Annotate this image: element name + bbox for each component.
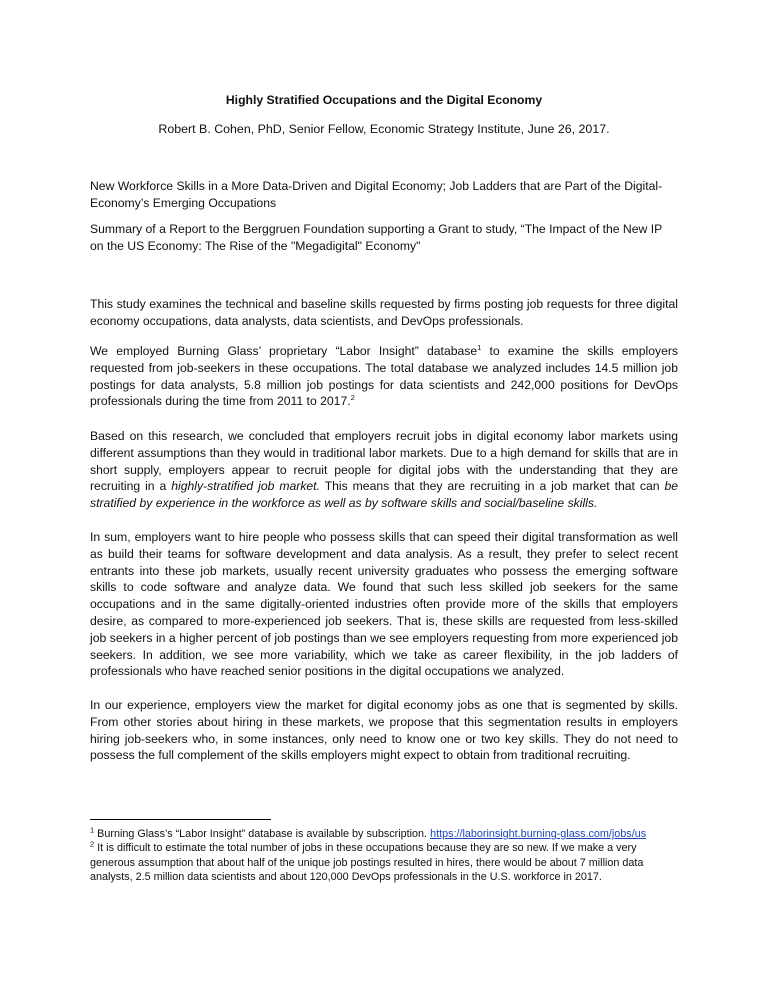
paragraph-3-emphasis-2: be stratified by experience in the workforce as well as by software skills and social/baseline skills. <box>90 479 679 511</box>
paragraph-1-block <box>90 296 678 330</box>
paragraph-5-block <box>90 697 678 764</box>
footnote-ref-2[interactable]: 2 <box>350 393 355 403</box>
summary-block <box>90 221 678 255</box>
paragraph-4: In sum, employers want to hire people who possess skills that can speed their digital transformation as well as build their teams for software development and data analysis. As a result, they prefer to select recent entrants into these job markets, usually recent university graduates who possess the emerging software skills to code software and analyze data. We found that such less skilled job seekers for the same occupations and in the same digitally-oriented industries often provide more of the skills that employers desire, as compared to more-experienced job seekers. That is, these skills are requested from less-skilled job seekers in a higher percent of job postings than we see employers requesting from more experienced job seekers. In addition, we see more variability, which we take as career flexibility, in the job ladders of professionals who have reached senior positions in the digital occupations we analyzed. <box>90 530 678 679</box>
footnote-1-mark: 1 <box>90 825 95 835</box>
summary-line: Summary of a Report to the Berggruen Foundation supporting a Grant to study, “The Impact of the New IP on the US Economy: The Rise of the "Megadigital" Economy" <box>90 222 662 253</box>
footnote-2-text: It is difficult to estimate the total number of jobs in these occupations because they are so new. If we make a very generous assumption that about half of the unique job postings resulted in hires, there would be about 7 million data analysts, 2.5 million data scientists and about 120,000 DevOps professionals in the U.S. workforce in 2017. <box>90 842 644 884</box>
footnote-2-mark: 2 <box>90 839 95 849</box>
paragraph-2 <box>90 343 678 410</box>
author-line: Robert B. Cohen, PhD, Senior Fellow, Economic Strategy Institute, June 26, 2017. <box>158 122 610 136</box>
paragraph-3-emphasis-1: highly-stratified job market. <box>171 479 320 494</box>
subtitle: New Workforce Skills in a More Data-Driven and Digital Economy; Job Ladders that are Part of the Digital-Economy’s Emerging Occupations <box>90 179 663 210</box>
footnote-separator <box>90 819 271 820</box>
paragraph-3-part-a: Based on this research, we concluded that employers recruit jobs in digital economy labor markets using different assumptions than they would in traditional labor markets. Due to a high demand for skills that are in short supply, employers appear to recruit people for digital jobs with the understanding that they are recruiting in a <box>90 429 678 494</box>
paragraph-1: This study examines the technical and baseline skills requested by firms posting job requests for three digital economy occupations, data analysts, data scientists, and DevOps professionals. <box>90 297 678 328</box>
footnote-ref-1[interactable]: 1 <box>477 342 482 352</box>
document-title: Highly Stratified Occupations and the Digital Economy <box>225 93 543 107</box>
footnote-1-text: Burning Glass’s “Labor Insight” database is available by subscription. <box>94 828 431 840</box>
paragraph-2-part-b: to examine the skills employers requested from job-seekers in these occupations. The total database we analyzed includes 14.5 million job postings for data analysts, 5.8 million job postings for data scientists and 242,000 positions for DevOps professionals during the time from 2011 to 2017. <box>90 344 678 409</box>
subtitle-block <box>90 178 678 212</box>
paragraph-4-block <box>90 529 678 680</box>
footnotes <box>90 827 678 885</box>
footnote-1 <box>90 827 678 841</box>
paragraph-3 <box>90 428 678 512</box>
paragraph-3-part-c: This means that they are recruiting in a job market that can <box>319 479 665 494</box>
footnote-2 <box>90 841 678 884</box>
paragraph-3-block <box>90 428 678 512</box>
paragraph-5: In our experience, employers view the market for digital economy jobs as one that is segmented by skills. From other stories about hiring in these markets, we propose that this segmentation results in employers hiring job-seekers who, in some instances, only need to know one or two key skills. They do not need to possess the full complement of the skills employers might expect to obtain from traditional recruiting. <box>90 698 678 763</box>
paragraph-2-block <box>90 343 678 410</box>
footnote-1-link[interactable]: https://laborinsight.burning-glass.com/jobs/us <box>430 828 647 840</box>
paragraph-2-part-a: We employed Burning Glass’ proprietary “Labor Insight” database <box>90 344 478 358</box>
